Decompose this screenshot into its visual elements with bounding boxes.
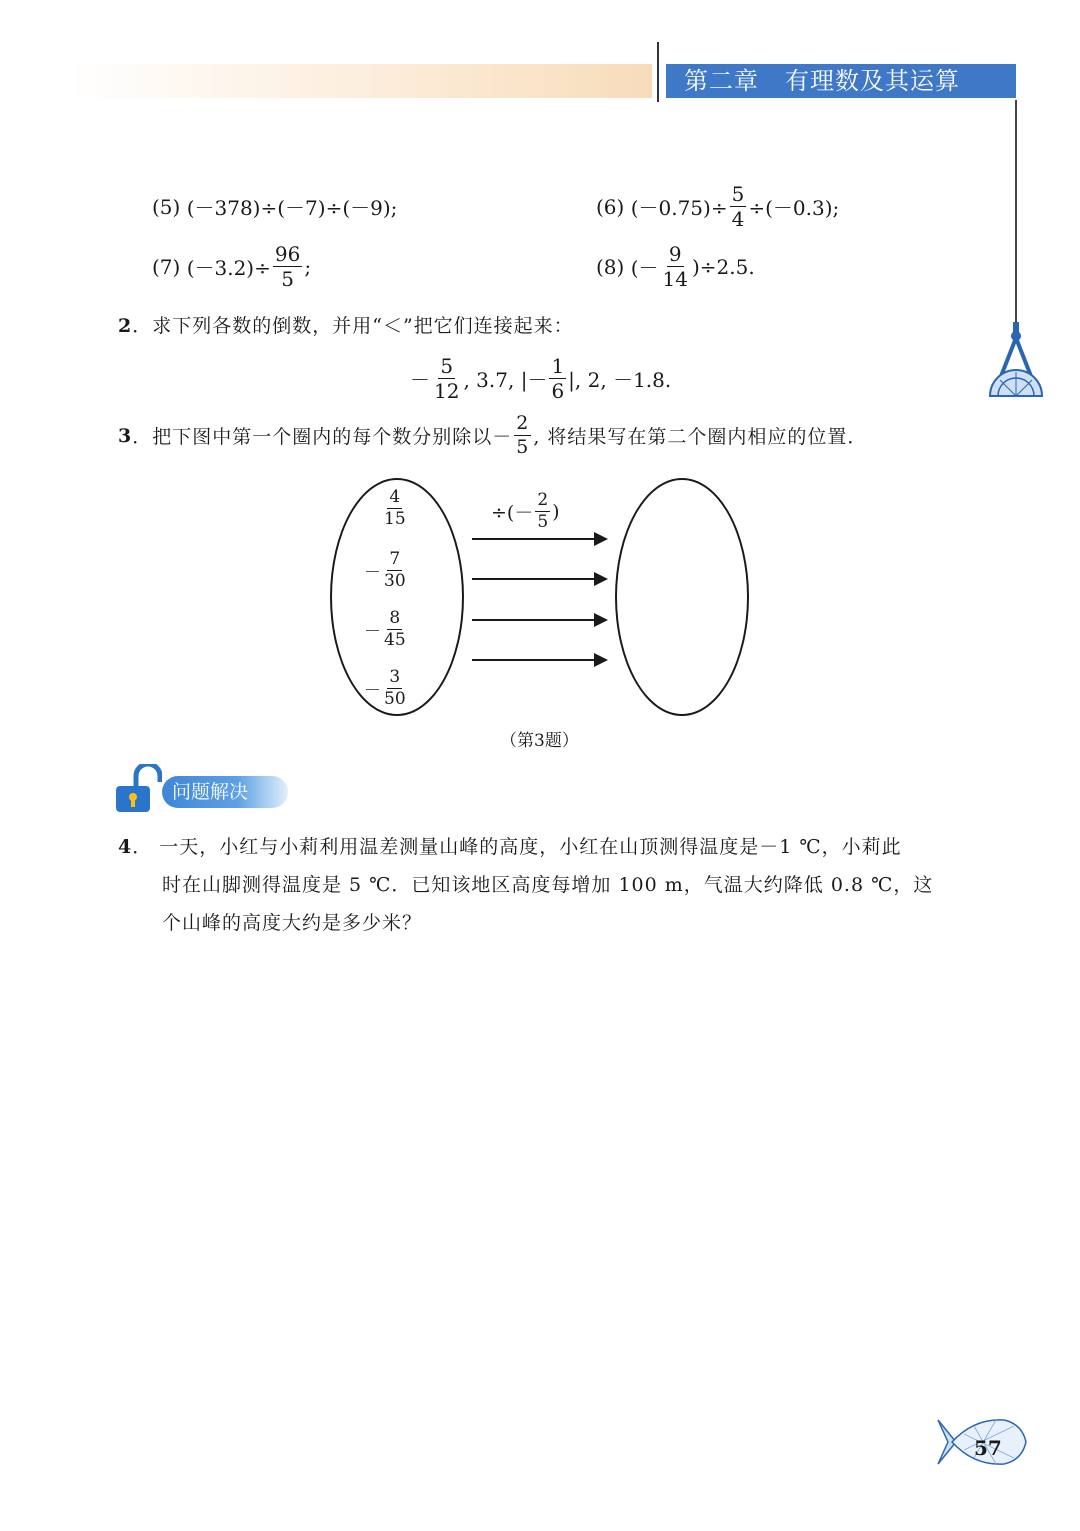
exercise-7-numerator: 96 xyxy=(274,242,301,266)
exercise-8-denominator: 14 xyxy=(662,267,688,291)
exercise-7-denominator: 5 xyxy=(281,267,294,291)
q2-numerator-1: 5 xyxy=(440,354,454,378)
exercise-5-label: (5) xyxy=(152,194,181,219)
exercise-6-post: ÷(－0.3); xyxy=(748,196,840,220)
chapter-header xyxy=(666,64,1016,98)
question-3-numerator: 2 xyxy=(516,412,530,434)
circle-value-2-denominator: 30 xyxy=(384,571,406,591)
exercise-8-fraction xyxy=(661,244,690,289)
exercise-6-pre: (－0.75)÷ xyxy=(630,196,728,220)
question-3-fraction xyxy=(514,414,531,457)
question-4-line-1-text: ． 一天，小红与小莉利用温差测量山峰的高度，小红在山顶测得温度是－1 ℃，小莉此 xyxy=(132,836,902,858)
question-3-denominator: 5 xyxy=(516,436,530,458)
question-3-number: 3 xyxy=(118,424,133,447)
compass-protractor-icon xyxy=(986,322,1046,400)
question-4-line-2: 时在山脚测得温度是 5 ℃．已知该地区高度每增加 100 m，气温大约降低 0.8 ℃，这 xyxy=(162,874,934,896)
exercise-7-pre: (－3.2)÷ xyxy=(186,256,271,280)
question-4 xyxy=(118,828,978,942)
q2-denominator-1: 12 xyxy=(434,379,460,403)
circle-value-3 xyxy=(364,610,410,649)
operator-post: ) xyxy=(552,500,560,523)
exercise-6-label: (6) xyxy=(596,194,625,219)
exercise-7-post: ; xyxy=(304,254,312,279)
question-4-line-1 xyxy=(118,828,978,866)
exercise-8-pre: (－ xyxy=(630,256,659,280)
exercise-5 xyxy=(152,192,397,221)
exercise-8-post: )÷2.5. xyxy=(691,254,755,279)
circle-value-2-fraction xyxy=(382,551,408,590)
arrow-1 xyxy=(472,538,606,540)
operator-label xyxy=(491,492,560,531)
circle-value-3-sign: － xyxy=(364,622,381,642)
question-3-text-before: ．把下图中第一个圈内的每个数分别除以－ xyxy=(132,426,513,448)
operator-fraction xyxy=(535,492,550,531)
q2-fraction-1 xyxy=(432,356,461,401)
operator-denominator: 5 xyxy=(537,512,549,532)
exercise-7 xyxy=(152,244,311,289)
exercise-8-numerator: 9 xyxy=(668,242,682,266)
exercise-7-fraction xyxy=(273,244,302,289)
circle-value-1-fraction xyxy=(382,489,408,528)
exercise-7-label: (7) xyxy=(152,254,181,279)
exercise-8 xyxy=(596,244,755,289)
question-3-text-after: , 将结果写在第二个圈内相应的位置． xyxy=(533,426,868,448)
exercise-6-fraction xyxy=(730,184,747,229)
circle-value-4 xyxy=(364,669,410,708)
circle-value-2-sign: － xyxy=(364,563,381,583)
question-2-number: 2 xyxy=(118,315,133,337)
circle-value-1 xyxy=(364,489,410,528)
question-4-line-3: 个山峰的高度大约是多少米？ xyxy=(162,912,423,934)
circle-value-4-numerator: 3 xyxy=(389,667,401,687)
exercise-8-label: (8) xyxy=(596,254,625,279)
figure-caption: （第3题） xyxy=(500,731,579,751)
unlocked-padlock-icon xyxy=(114,764,162,814)
operator-pre: ÷(－ xyxy=(491,502,534,524)
margin-line xyxy=(1015,100,1017,322)
question-2-list xyxy=(410,356,671,401)
header-divider xyxy=(657,42,659,102)
header-decoration xyxy=(70,64,652,98)
arrow-4 xyxy=(472,659,606,661)
circle-value-4-sign: － xyxy=(364,681,381,701)
question-4-number: 4 xyxy=(118,836,133,858)
question-3 xyxy=(118,414,867,457)
second-circle xyxy=(615,478,749,716)
exercise-6-numerator: 5 xyxy=(731,182,745,206)
circle-value-4-fraction xyxy=(382,669,408,708)
q2-fraction-2 xyxy=(549,356,566,401)
q2-tail: |, 2, －1.8. xyxy=(568,368,672,392)
section-badge: 问题解决 xyxy=(162,776,288,808)
q2-denominator-2: 6 xyxy=(551,379,565,403)
question-2-text: ．求下列各数的倒数，并用“＜”把它们连接起来： xyxy=(132,315,574,337)
chapter-title: 有理数及其运算 xyxy=(785,67,960,95)
arrow-2 xyxy=(472,578,606,580)
q2-mid: , 3.7, |－ xyxy=(463,368,548,392)
circle-value-1-numerator: 4 xyxy=(389,487,401,507)
chapter-label: 第二章 xyxy=(684,67,759,95)
exercise-6 xyxy=(596,184,839,229)
page-number: 57 xyxy=(974,1436,1002,1460)
circle-value-3-fraction xyxy=(382,610,408,649)
arrow-3 xyxy=(472,619,606,621)
operator-numerator: 2 xyxy=(537,490,549,510)
circle-value-3-denominator: 45 xyxy=(384,630,406,650)
circle-value-4-denominator: 50 xyxy=(384,689,406,709)
exercise-5-expr: (－378)÷(－7)÷(－9); xyxy=(186,196,398,220)
circle-value-2-numerator: 7 xyxy=(389,549,401,569)
exercise-6-denominator: 4 xyxy=(731,207,745,231)
circle-value-2 xyxy=(364,551,410,590)
circle-value-1-denominator: 15 xyxy=(384,509,406,529)
q2-numerator-2: 1 xyxy=(551,354,565,378)
circle-value-3-numerator: 8 xyxy=(389,608,401,628)
question-2 xyxy=(118,311,574,338)
q2-minus: － xyxy=(410,368,430,392)
